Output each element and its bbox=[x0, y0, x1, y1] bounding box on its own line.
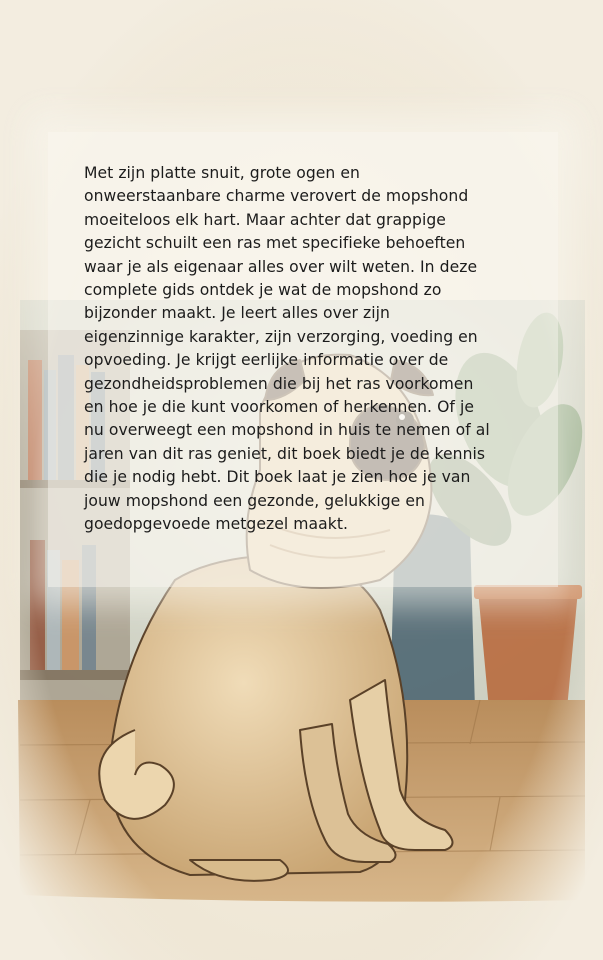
blurb-line: Met zijn platte snuit, grote ogen en bbox=[84, 164, 360, 182]
blurb-line: jouw mopshond een gezonde, gelukkige en bbox=[84, 491, 425, 510]
blurb-line: goedopgevoede metgezel maakt. bbox=[84, 515, 348, 534]
blurb-line: bijzonder maakt. Je leert alles over zijn bbox=[84, 304, 390, 323]
blurb-line: eigenzinnige karakter, zijn verzorging, voeding en bbox=[84, 327, 478, 346]
blurb-line: opvoeding. Je krijgt eerlijke informatie over de bbox=[84, 351, 449, 370]
back-cover-blurb bbox=[84, 162, 554, 537]
blurb-line: gezicht schuilt een ras met specifieke behoeften bbox=[84, 234, 466, 253]
blurb-line: jaren van dit ras geniet, dit boek biedt je de kennis bbox=[84, 444, 486, 463]
blurb-line: onweerstaanbare charme verovert de mopshond bbox=[84, 187, 469, 206]
blurb-line: nu overweegt een mopshond in huis te nemen of al bbox=[84, 421, 490, 440]
blurb-line: waar je als eigenaar alles over wilt weten. In deze bbox=[84, 257, 478, 276]
blurb-line: moeiteloos elk hart. Maar achter dat grappige bbox=[84, 210, 446, 229]
blurb-line: complete gids ontdek je wat de mopshond zo bbox=[84, 281, 442, 300]
blurb-line: gezondheidsproblemen die bij het ras voorkomen bbox=[84, 374, 474, 393]
blurb-line: die je nodig hebt. Dit boek laat je zien hoe je van bbox=[84, 468, 471, 487]
blurb-line: en hoe je die kunt voorkomen of herkennen. Of je bbox=[84, 398, 474, 417]
